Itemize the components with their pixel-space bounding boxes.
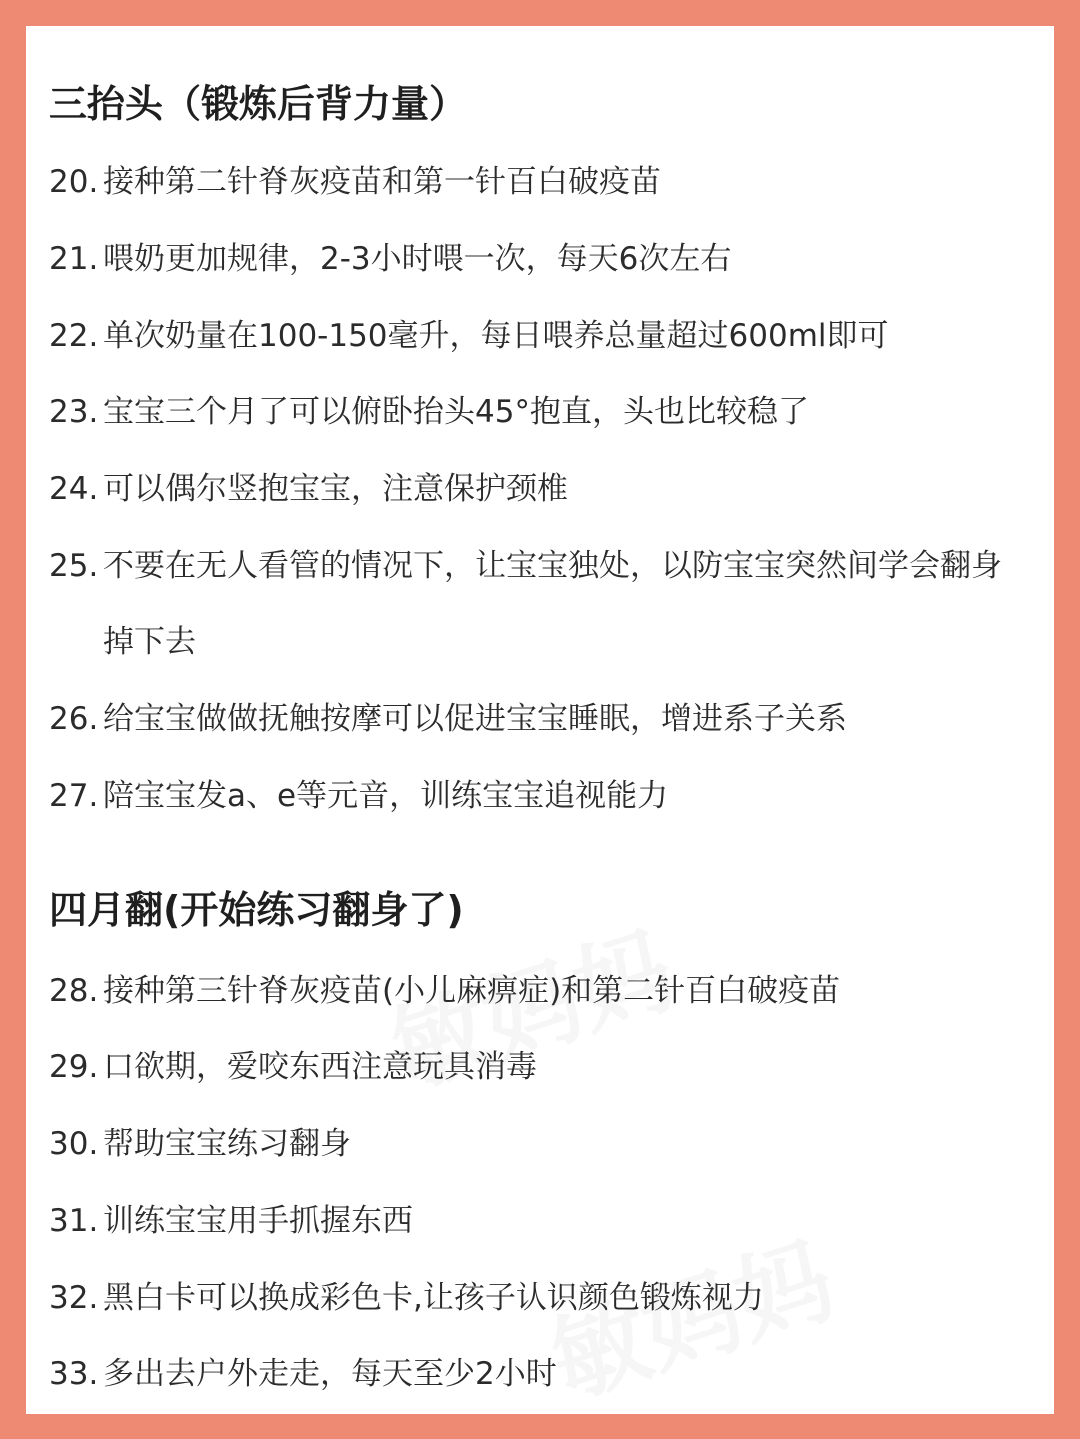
item-text: 多出去户外走走，每天至少2小时 <box>103 1356 557 1392</box>
item-number: 22. <box>49 318 99 354</box>
item-text-continuation: 掉下去 <box>103 624 196 660</box>
list-item <box>49 697 847 741</box>
item-text: 不要在无人看管的情况下，让宝宝独处，以防宝宝突然间学会翻身 <box>103 548 1002 584</box>
item-text: 单次奶量在100-150毫升，每日喂养总量超过600ml即可 <box>103 318 889 354</box>
item-text: 陪宝宝发a、e等元音，训练宝宝追视能力 <box>103 778 669 814</box>
item-number: 23. <box>49 394 99 430</box>
list-item <box>49 1276 764 1320</box>
item-text: 黑白卡可以换成彩色卡,让孩子认识颜色锻炼视力 <box>103 1280 764 1316</box>
item-text: 喂奶更加规律，2-3小时喂一次，每天6次左右 <box>103 241 732 277</box>
item-number: 29. <box>49 1049 99 1085</box>
list-item <box>49 969 840 1013</box>
section-title-1: 三抬头（锻炼后背力量） <box>49 82 468 126</box>
list-item <box>49 467 568 511</box>
item-text: 宝宝三个月了可以俯卧抬头45°抱直，头也比较稳了 <box>103 394 809 430</box>
item-text: 训练宝宝用手抓握东西 <box>103 1203 413 1239</box>
list-item <box>49 237 731 281</box>
item-text: 口欲期，爱咬东西注意玩具消毒 <box>103 1049 537 1085</box>
item-text: 接种第三针脊灰疫苗(小儿麻痹症)和第二针百白破疫苗 <box>103 973 841 1009</box>
item-text: 接种第二针脊灰疫苗和第一针百白破疫苗 <box>103 164 661 200</box>
item-text: 帮助宝宝练习翻身 <box>103 1126 351 1162</box>
content-card <box>26 26 1054 1414</box>
list-item <box>49 1352 557 1396</box>
item-number: 32. <box>49 1280 99 1316</box>
item-number: 27. <box>49 778 99 814</box>
item-text: 可以偶尔竖抱宝宝，注意保护颈椎 <box>103 471 568 507</box>
list-item <box>49 314 889 358</box>
item-number: 33. <box>49 1356 99 1392</box>
item-text: 给宝宝做做抚触按摩可以促进宝宝睡眠，增进系子关系 <box>103 701 847 737</box>
item-number: 20. <box>49 164 99 200</box>
item-number: 24. <box>49 471 99 507</box>
list-item <box>49 1122 351 1166</box>
item-number: 26. <box>49 701 99 737</box>
list-item <box>49 1045 537 1089</box>
item-number: 28. <box>49 973 99 1009</box>
item-number: 31. <box>49 1203 99 1239</box>
list-item <box>49 390 809 434</box>
section-title-2: 四月翻(开始练习翻身了) <box>49 888 464 932</box>
item-number: 21. <box>49 241 99 277</box>
list-item <box>49 160 661 204</box>
list-item <box>49 774 668 818</box>
item-number: 25. <box>49 548 99 584</box>
item-number: 30. <box>49 1126 99 1162</box>
list-item <box>49 1199 413 1243</box>
list-item <box>49 544 1002 588</box>
